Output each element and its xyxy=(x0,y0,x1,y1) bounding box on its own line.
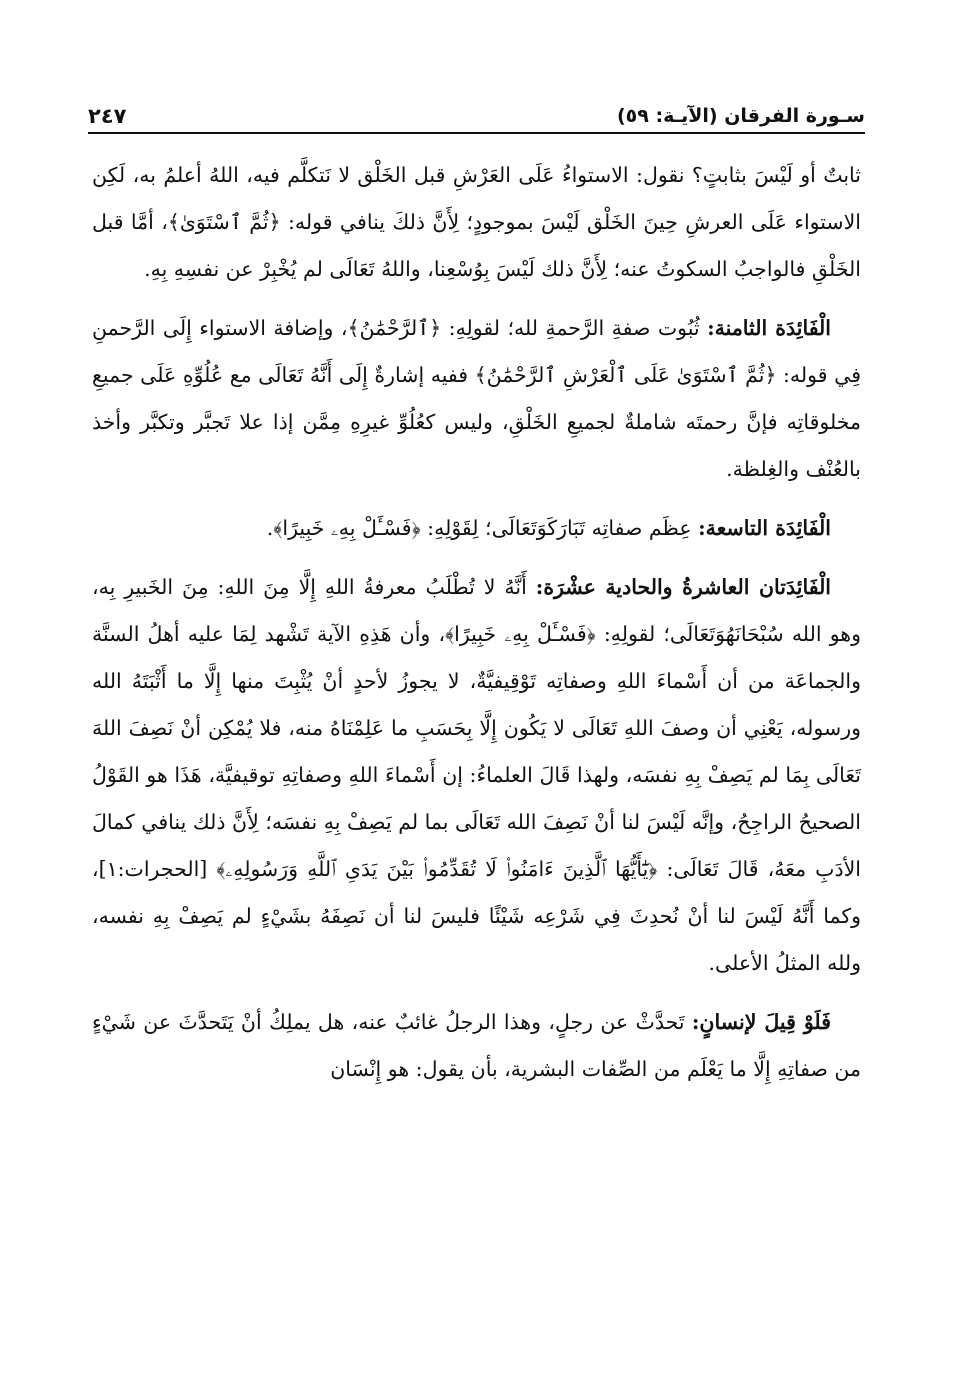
paragraph-text: أَنَّهُ لا تُطْلَبُ معرفةُ اللهِ إِلَّا مِنَ اللهِ: مِنَ الخَبيرِ بِه، وهو الله سُبْحَانَهُوَتَعَالَى؛ لقولِهِ: ﴿فَسْـَٔلْ بِهِۦ خَبِيرًا﴾، وأن هَذِهِ الآية تَشْهد لِمَا عليه أهلُ السنَّة والجماعَة من أن أَسْماءَ اللهِ وصفاتِه تَوْقِيفيَّةٌ، لا يجوزُ لأحدٍ أنْ يُثْبِتَ منها إِلَّا ما أَثْبَتَهُ الله ورسوله، يَعْنِي أن وصفَ اللهِ تَعَالَى لا يَكُون إِلَّا بِحَسَبِ ما عَلِمْنَاهُ منه، فلا يُمْكِن أنْ نَصِفَ اللهَ تَعَالَى بِمَا لم يَصِفْ بِهِ نفسَه، ولهذا قَالَ العلماءُ: إن أَسْماءَ اللهِ وصفاتِهِ توقيفيَّة، هَذَا هو القَوْلُ الصحيحُ الراجِحُ، وإنَّه لَيْسَ لنا أنْ نَصِفَ الله تَعَالَى بما لم يَصِفْ بِهِ نفسَه؛ لِأَنَّ ذلك ينافي كمالَ الأدَبِ معَهُ، قَالَ تَعَالَى: ﴿يَٰٓأَيُّهَا ٱلَّذِينَ ءَامَنُوا۟ لَا تُقَدِّمُوا۟ بَيْنَ يَدَىِ ٱللَّهِ وَرَسُولِهِۦ﴾ [الحجرات:١]، وكما أَنَّهُ لَيْسَ لنا أنْ نُحدِثَ فِي شَرْعِه شَيْئًا فليسَ لنا أن نَصِفَهُ بشَيْءٍ لم يَصِفْ بِهِ نفسه، ولله المثلُ الأعلى. xyxy=(92,575,861,975)
page-header xyxy=(88,92,865,130)
paragraph xyxy=(92,564,861,987)
paragraph-lead: الْفَائِدَة التاسعة: xyxy=(698,516,831,540)
header-title: سـورة الفرقان (الآيـة: ٥٩) xyxy=(616,105,865,127)
paragraph-text: تَحدَّثْ عن رجلٍ، وهذا الرجلُ غائبٌ عنه، هل يملِكُ أنْ يَتَحدَّثَ عن شَيْءٍ من صفاتِهِ إِلَّا ما يَعْلَم من الصِّفات البشرية، بأن يقول: هو إِنْسَان xyxy=(92,1010,861,1081)
paragraph xyxy=(92,152,861,293)
paragraph-lead: فَلَوْ قِيلَ لإنسانٍ: xyxy=(691,1010,831,1034)
page-number: ٢٤٧ xyxy=(88,104,127,128)
paragraph xyxy=(92,305,861,493)
paragraph-text: عِظَم صفاتِه تَبَارَكَوَتَعَالَى؛ لِقَوْلِهِ: ﴿فَسْـَٔلْ بِهِۦ خَبِيرًا﴾. xyxy=(266,516,699,540)
paragraph xyxy=(92,999,861,1093)
body-text xyxy=(92,152,861,1105)
paragraph-text: ثابتٌ أو لَيْسَ بثابتٍ؟ نقول: الاستواءُ عَلَى العَرْشِ قبل الخَلْق لا نَتكلَّم فيه، اللهُ أعلمُ به، لَكِن الاستواء عَلَى العرشِ حِينَ الخَلْق لَيْسَ بموجودٍ؛ لِأَنَّ ذلكَ ينافي قوله: ﴿ثُمَّ ٱسْتَوَىٰ﴾، أمَّا قبل الخَلْقِ فالواجبُ السكوتُ عنه؛ لِأَنَّ ذلك لَيْسَ بِوُسْعِنا، واللهُ تَعَالَى لم يُخْبِرْ عن نفسِهِ بِهِ. xyxy=(92,163,861,281)
paragraph-lead: الْفَائِدَة الثامنة: xyxy=(707,316,832,340)
paragraph-text: ثُبُوت صفةِ الرَّحمةِ لله؛ لقولِهِ: ﴿ٱلرَّحْمَٰنُ﴾، وإضافة الاستواء إِلَى الرَّحمنِ فِي قوله: ﴿ثُمَّ ٱسْتَوَىٰ عَلَى ٱلْعَرْشِ ٱلرَّحْمَٰنُ﴾ ففيه إشارةٌ إِلَى أَنَّهُ تَعَالَى مع عُلُوِّهِ عَلَى جميعِ مخلوقاتِه فإنَّ رحمتَه شاملةٌ لجميعِ الخَلْقِ، وليس كعُلُوِّ غيرِهِ مِمَّن إذا علا تَجبَّر وتكبَّر وأخذ بالعُنْف والغِلظة. xyxy=(92,316,861,481)
paragraph xyxy=(92,505,861,552)
paragraph-lead: الْفَائِدَتان العاشرةُ والحادية عشْرَة: xyxy=(535,575,832,599)
header-rule xyxy=(88,132,865,134)
